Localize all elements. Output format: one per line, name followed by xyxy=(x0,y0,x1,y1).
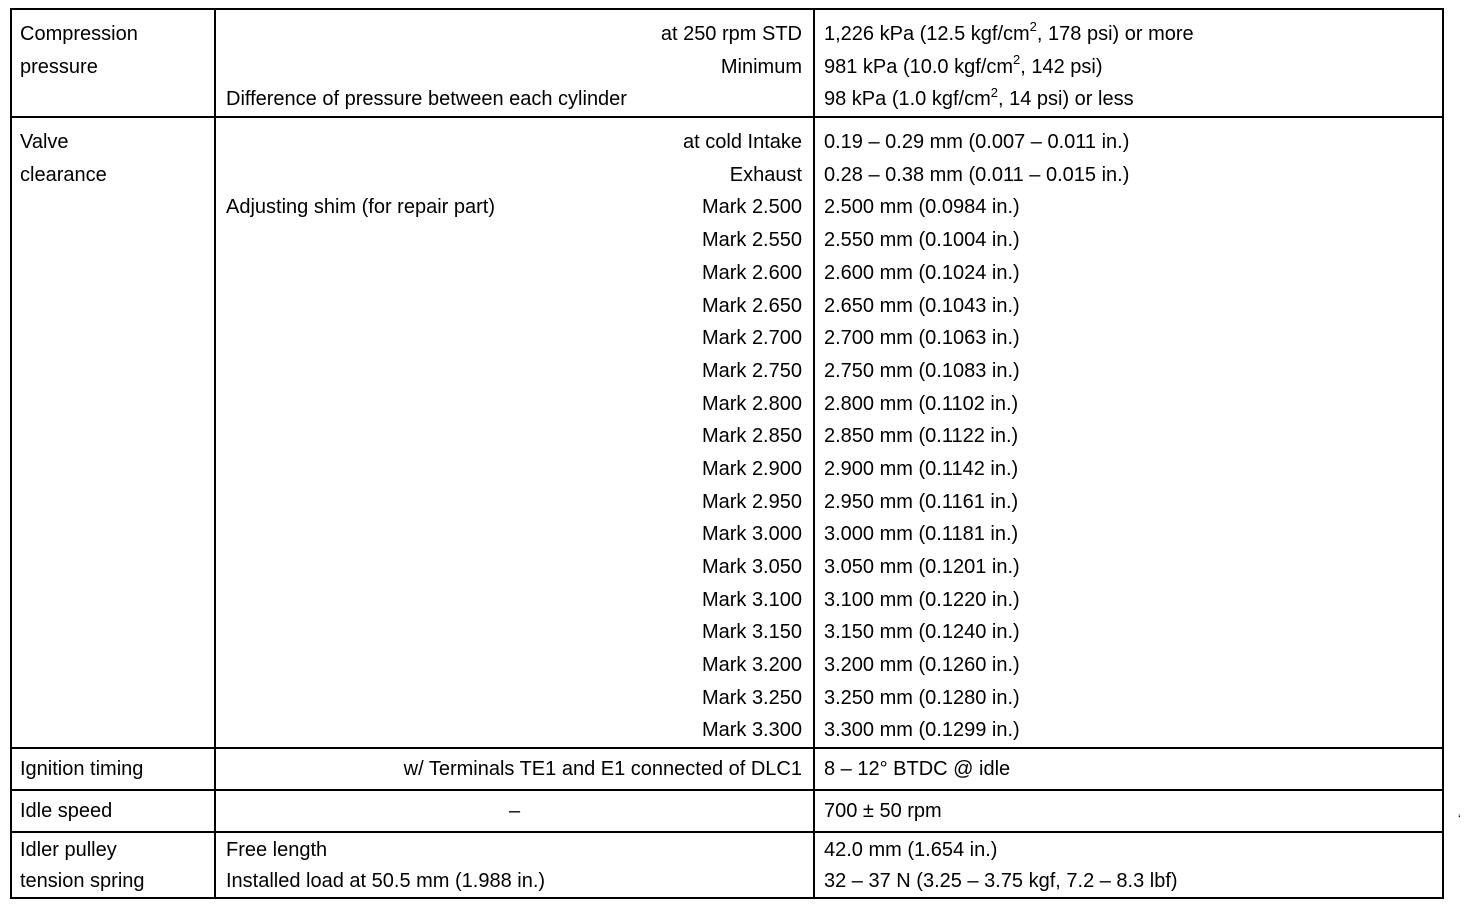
value-line: 3.200 mm (0.1260 in.) xyxy=(824,654,1020,677)
condition-right: at cold Intake xyxy=(683,131,802,154)
value-line xyxy=(824,51,1442,84)
value-text: 700 ± 50 rpm xyxy=(824,800,942,823)
value-line xyxy=(824,83,1442,116)
condition-right: at 250 rpm STD xyxy=(660,23,802,45)
value-line: 2.600 mm (0.1024 in.) xyxy=(824,261,1020,284)
value-line: 2.550 mm (0.1004 in.) xyxy=(824,229,1020,252)
condition-text: Installed load at 50.5 mm (1.988 in.) xyxy=(226,870,546,893)
value-line: 2.800 mm (0.1102 in.) xyxy=(824,392,1019,415)
value-post: , 14 psi) or less xyxy=(997,88,1134,111)
values-valve xyxy=(814,117,1443,748)
value-line: 2.950 mm (0.1161 in.) xyxy=(824,490,1019,513)
item-idle-speed xyxy=(11,790,215,832)
condition-line xyxy=(216,420,813,453)
value-line: 2.750 mm (0.1083 in.) xyxy=(824,359,1020,382)
condition-text: – xyxy=(508,800,521,823)
condition-line xyxy=(216,486,813,519)
condition-line xyxy=(216,518,813,551)
value-line: 3.100 mm (0.1220 in.) xyxy=(824,588,1020,611)
value-idle xyxy=(814,790,1443,832)
value-pre: 98 kPa (1.0 kgf/cm xyxy=(824,88,991,111)
value-line: 0.28 – 0.38 mm (0.011 – 0.015 in.) xyxy=(824,163,1130,186)
condition-left: Adjusting shim (for repair part) xyxy=(226,196,495,219)
condition-text: Free length xyxy=(226,839,328,862)
condition-line xyxy=(216,126,813,159)
value-pre: 981 kPa (10.0 kgf/cm xyxy=(824,55,1013,78)
value-line: 3.250 mm (0.1280 in.) xyxy=(824,686,1020,709)
stray-mark: ‘ xyxy=(1458,812,1461,826)
item-label: Ignition timing xyxy=(20,758,144,781)
item-label: Idle speed xyxy=(20,800,113,823)
row-valve-clearance xyxy=(11,117,1443,748)
item-label: Compression pressure xyxy=(20,23,138,78)
values-idler xyxy=(814,832,1443,898)
value-line xyxy=(824,18,1442,51)
condition-text: w/ Terminals TE1 and E1 connected of DLC1 xyxy=(403,758,802,781)
condition-right: Mark 2.850 xyxy=(701,425,802,448)
value-text: 32 – 37 N (3.25 – 3.75 kgf, 7.2 – 8.3 lbf) xyxy=(824,870,1178,893)
condition-line xyxy=(216,191,813,224)
conditions-valve xyxy=(215,117,814,748)
condition-line xyxy=(216,290,813,323)
condition-right: Mark 2.700 xyxy=(701,327,802,350)
value-line: 2.900 mm (0.1142 in.) xyxy=(824,457,1019,480)
condition-right: Mark 3.050 xyxy=(701,556,802,578)
value-line: 0.19 – 0.29 mm (0.007 – 0.011 in.) xyxy=(824,131,1130,154)
condition-right: Mark 2.950 xyxy=(701,490,802,513)
value-ignition xyxy=(814,748,1443,790)
condition-right: Exhaust xyxy=(729,163,802,186)
value-line: 3.300 mm (0.1299 in.) xyxy=(824,719,1020,742)
value-line: 2.700 mm (0.1063 in.) xyxy=(824,327,1020,350)
condition-line xyxy=(216,584,813,617)
row-idle-speed xyxy=(11,790,1443,832)
value-line: 2.500 mm (0.0984 in.) xyxy=(824,196,1020,219)
value-line: 3.150 mm (0.1240 in.) xyxy=(824,621,1020,644)
value-pre: 1,226 kPa (12.5 kgf/cm xyxy=(824,23,1030,45)
condition-line xyxy=(216,714,813,747)
value-post: , 142 psi) xyxy=(1020,55,1103,78)
item-compression-pressure xyxy=(11,9,215,117)
item-ignition-timing xyxy=(11,748,215,790)
condition-right: Mark 2.900 xyxy=(701,457,802,480)
condition-right: Mark 3.300 xyxy=(701,719,802,742)
condition-line xyxy=(216,682,813,715)
value-line: 3.050 mm (0.1201 in.) xyxy=(824,556,1020,578)
condition-right: Mark 2.800 xyxy=(701,392,802,415)
conditions-idler xyxy=(215,832,814,898)
condition-left: Difference of pressure between each cylinder xyxy=(226,88,627,111)
value-line: 3.000 mm (0.1181 in.) xyxy=(824,523,1019,546)
superscript: 2 xyxy=(1029,19,1037,35)
values-compression xyxy=(814,9,1443,117)
spec-table xyxy=(10,8,1444,899)
condition-line xyxy=(216,551,813,584)
condition-right: Mark 2.650 xyxy=(701,294,802,317)
condition-line xyxy=(216,322,813,355)
condition-line xyxy=(216,224,813,257)
item-idler-pulley xyxy=(11,832,215,898)
condition-right: Mark 2.750 xyxy=(701,359,802,382)
item-label: Valve clearance xyxy=(20,131,107,186)
item-label: Idler pulley tension spring xyxy=(20,839,145,893)
condition-right: Mark 3.200 xyxy=(701,654,802,677)
item-valve-clearance xyxy=(11,117,215,748)
condition-ignition xyxy=(215,748,814,790)
row-compression-pressure xyxy=(11,9,1443,117)
condition-right: Mark 2.550 xyxy=(701,229,802,252)
condition-idle xyxy=(215,790,814,832)
value-text: 8 – 12° BTDC @ idle xyxy=(824,758,1011,781)
condition-right: Mark 2.500 xyxy=(701,196,802,219)
condition-right: Mark 3.250 xyxy=(701,686,802,709)
condition-line xyxy=(216,453,813,486)
superscript: 2 xyxy=(1012,52,1021,68)
condition-line xyxy=(216,18,813,51)
condition-line xyxy=(216,83,813,116)
condition-line xyxy=(216,257,813,290)
condition-line xyxy=(216,355,813,388)
condition-line xyxy=(216,388,813,421)
row-ignition-timing xyxy=(11,748,1443,790)
conditions-compression xyxy=(215,9,814,117)
value-post: , 178 psi) or more xyxy=(1036,23,1194,45)
superscript: 2 xyxy=(990,84,998,100)
condition-line xyxy=(216,649,813,682)
condition-right: Mark 3.150 xyxy=(701,621,802,644)
condition-line xyxy=(216,159,813,192)
condition-line xyxy=(216,51,813,84)
value-line: 2.650 mm (0.1043 in.) xyxy=(824,294,1020,317)
condition-right: Mark 3.000 xyxy=(701,523,802,546)
condition-right: Mark 2.600 xyxy=(701,261,802,284)
condition-right: Mark 3.100 xyxy=(701,588,802,611)
row-idler-pulley xyxy=(11,832,1443,898)
value-text: 42.0 mm (1.654 in.) xyxy=(824,839,998,862)
value-line: 2.850 mm (0.1122 in.) xyxy=(824,425,1019,448)
condition-line xyxy=(216,616,813,649)
condition-right: Minimum xyxy=(720,55,802,78)
